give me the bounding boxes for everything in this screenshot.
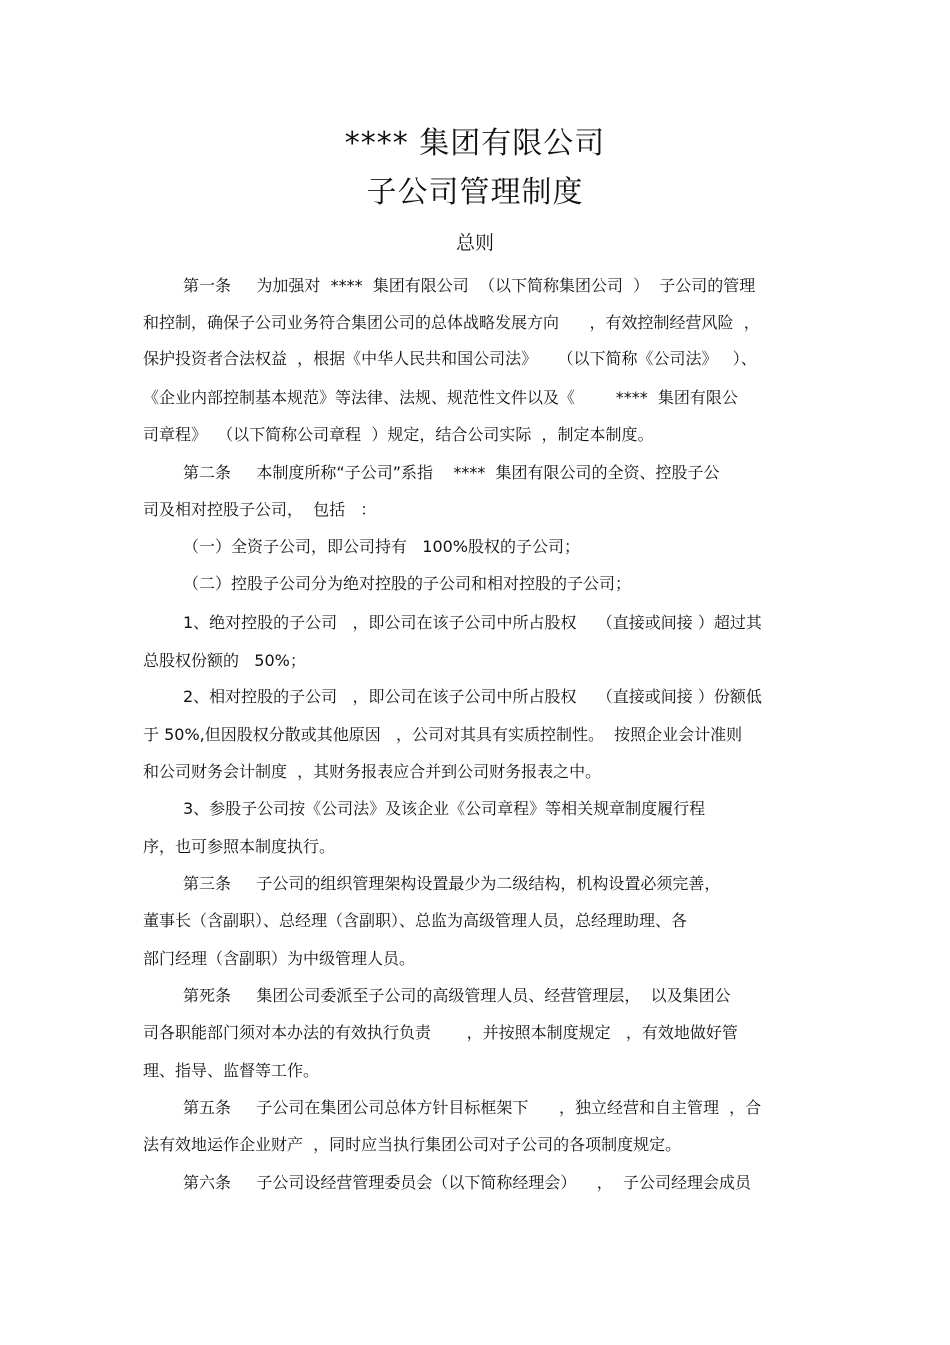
text-line: 第一条 为加强对 **** 集团有限公司 （以下简称集团公司 ） 子公司的管理 [183, 276, 756, 295]
text-line: 和控制，确保子公司业务符合集团公司的总体战略发展方向 ，有效控制经营风险 ， [143, 313, 760, 332]
text-line: 第三条 子公司的组织管理架构设置最少为二级结构，机构设置必须完善， [183, 874, 721, 893]
text-line: 司及相对控股子公司， 包括 ： [143, 500, 377, 519]
text-line: 理、指导、监督等工作。 [143, 1061, 320, 1080]
text-line: （一）全资子公司，即公司持有 100%股权的子公司； [183, 537, 581, 556]
text-line: 总股权份额的 50%； [143, 651, 306, 670]
text-line: 保护投资者合法权益 ，根据《中华人民共和国公司法》 （以下简称《公司法》 ）、 [143, 349, 757, 368]
document-title-company: **** 集团有限公司 [344, 126, 606, 161]
text-line: 董事长（含副职）、总经理（含副职）、总监为高级管理人员，总经理助理、各 [143, 911, 688, 930]
text-line: 第二条 本制度所称“子公司”系指 **** 集团有限公司的全资、控股子公 [183, 463, 720, 482]
text-line: 《企业内部控制基本规范》等法律、法规、规范性文件以及《 **** 集团有限公 [143, 388, 738, 407]
text-line: 和公司财务会计制度 ，其财务报表应合并到公司财务报表之中。 [143, 762, 602, 781]
text-line: 1、绝对控股的子公司 ，即公司在该子公司中所占股权 （直接或间接 ）超过其 [183, 613, 762, 632]
text-line: 序，也可参照本制度执行。 [143, 837, 336, 856]
text-line: 第六条 子公司设经营管理委员会（以下简称经理会） ， 子公司经理会成员 [183, 1173, 751, 1192]
text-line: 部门经理（含副职）为中级管理人员。 [143, 949, 416, 968]
text-line: 司章程》 （以下简称公司章程 ）规定，结合公司实际 ，制定本制度。 [143, 425, 654, 444]
text-line: 法有效地运作企业财产 ，同时应当执行集团公司对子公司的各项制度规定。 [143, 1135, 682, 1154]
text-line: 第死条 集团公司委派至子公司的高级管理人员、经营管理层， 以及集团公 [183, 986, 731, 1005]
text-line: 于 50%,但因股权分散或其他原因 ，公司对其具有实质控制性。 按照企业会计准则 [143, 725, 743, 744]
document-title-system: 子公司管理制度 [366, 175, 584, 210]
text-line: 3、参股子公司按《公司法》及该企业《公司章程》等相关规章制度履行程 [183, 799, 706, 818]
text-line: 司各职能部门须对本办法的有效执行负责 ，并按照本制度规定 ，有效地做好管 [143, 1023, 738, 1042]
section-heading: 总则 [455, 232, 494, 254]
text-line: 2、相对控股的子公司 ，即公司在该子公司中所占股权 （直接或间接 ）份额低 [183, 687, 762, 706]
text-line: 第五条 子公司在集团公司总体方针目标框架下 ，独立经营和自主管理 ，合 [183, 1098, 762, 1117]
text-line: （二）控股子公司分为绝对控股的子公司和相对控股的子公司； [183, 574, 632, 593]
